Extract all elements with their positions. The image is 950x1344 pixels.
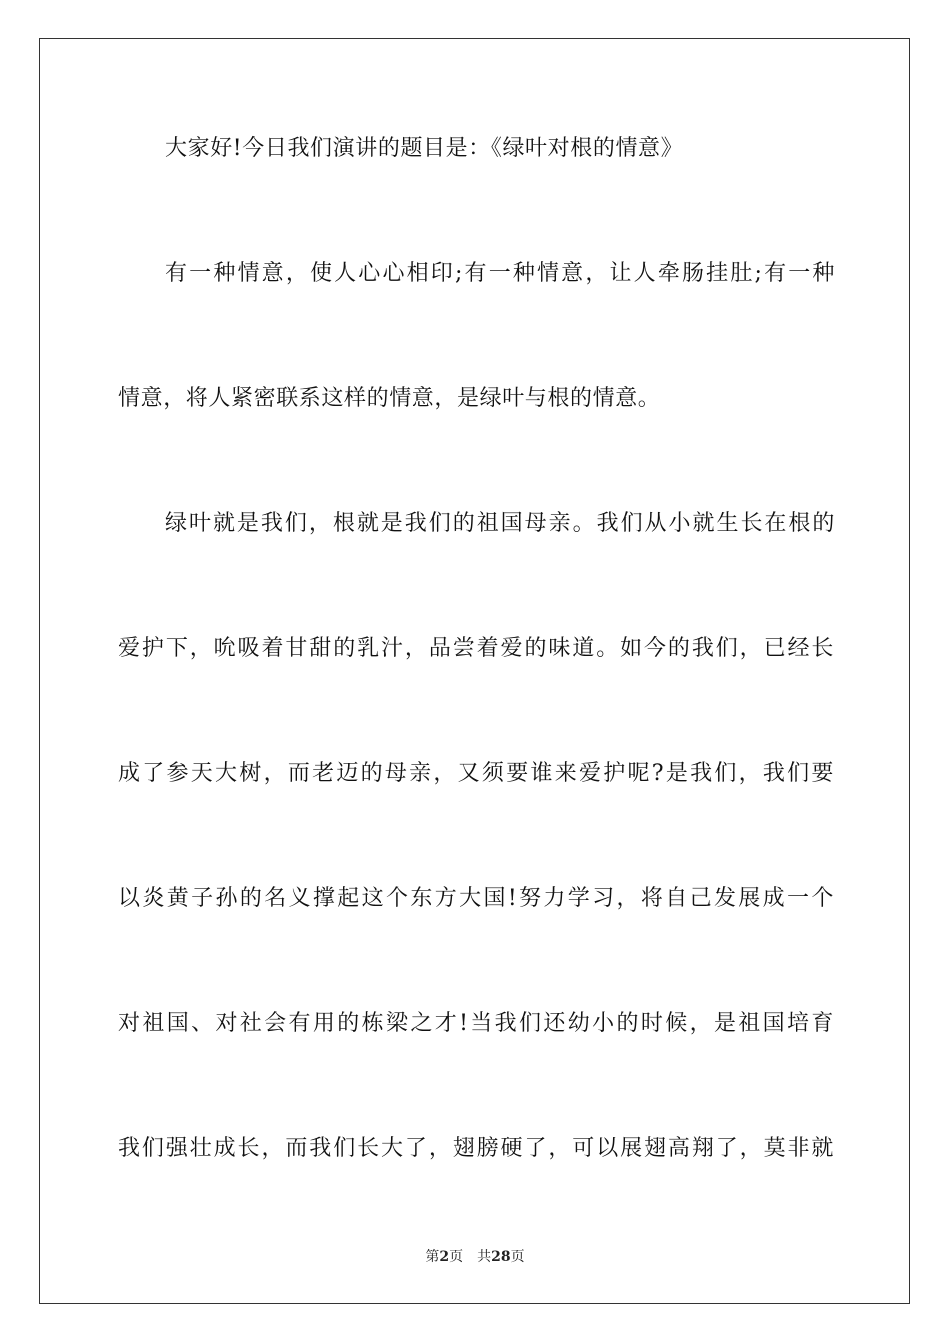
paragraph-line-4: 绿叶就是我们，根就是我们的祖国母亲。我们从小就生长在根的	[165, 511, 835, 536]
paragraph-line-6: 成了参天大树，而老迈的母亲，又须要谁来爱护呢?是我们，我们要	[118, 761, 834, 786]
paragraph-line-8: 对祖国、对社会有用的栋梁之才!当我们还幼小的时候，是祖国培育	[118, 1011, 834, 1036]
paragraph-line-1: 大家好!今日我们演讲的题目是：《绿叶对根的情意》	[165, 136, 684, 161]
paragraph-line-9: 我们强壮成长，而我们长大了，翅膀硬了，可以展翅高翔了，莫非就	[118, 1136, 834, 1161]
page-frame	[39, 38, 910, 1304]
paragraph-line-2: 有一种情意，使人心心相印;有一种情意，让人牵肠挂肚;有一种	[165, 261, 835, 286]
page-suffix: 页	[449, 1249, 464, 1265]
paragraph-line-7: 以炎黄子孙的名义撑起这个东方大国!努力学习，将自己发展成一个	[118, 886, 834, 911]
total-pages: 28	[491, 1249, 511, 1265]
page-number: 2	[439, 1249, 450, 1265]
paragraph-line-5: 爱护下，吮吸着甘甜的乳汁，品尝着爱的味道。如今的我们，已经长	[118, 636, 834, 661]
page-prefix: 第	[425, 1249, 440, 1265]
total-prefix: 共	[477, 1249, 492, 1265]
total-suffix: 页	[510, 1249, 525, 1265]
page-footer	[0, 1247, 950, 1267]
paragraph-line-3: 情意，将人紧密联系这样的情意，是绿叶与根的情意。	[118, 386, 661, 411]
